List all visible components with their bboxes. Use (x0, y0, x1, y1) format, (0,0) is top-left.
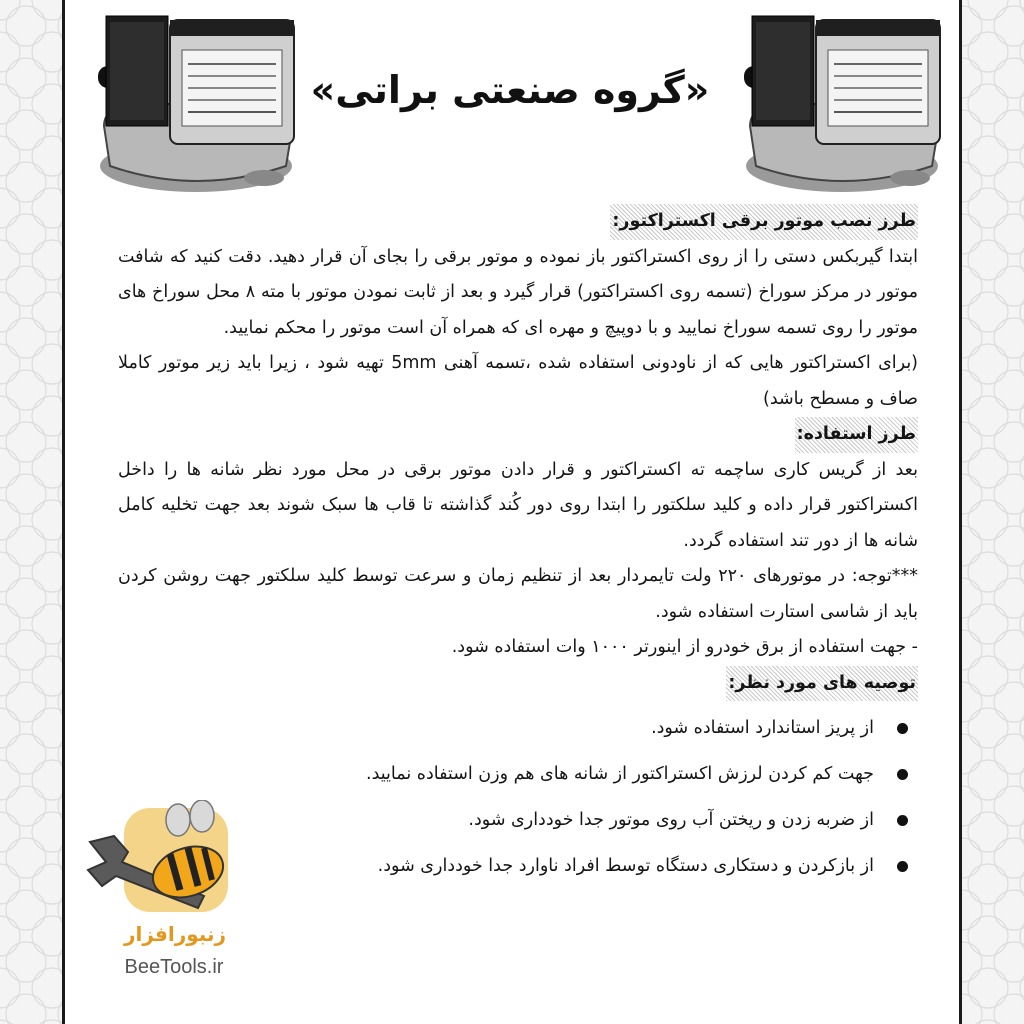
logo-subtitle: BeeTools.ir (124, 956, 224, 978)
page-title: «گروه صنعتی براتی» (310, 68, 710, 112)
install-paragraph: ابتدا گیربکس دستی را از روی اکستراکتور باز نموده و موتور برقی را بجای آن قرار دهید. دقت کنید که شافت موتور در مرکز سوراخ (تسمه روی اکستراکتور) قرار گیرد و بعد از ثابت نمودن موتور با مته ۸ محل سوراخ های موتور را روی تسمه سوراخ نمایید و با دوپیچ و مهره ای که همراه آن است موتور را محکم نمایید. (118, 246, 918, 338)
list-item: از بازکردن و دستکاری دستگاه توسط افراد ناوارد جدا خودداری شود. (118, 843, 918, 889)
usage-warning: ***توجه: در موتورهای ۲۲۰ ولت تایمردار بعد از تنظیم زمان و سرعت توسط کلید سلکتور جهت روشن کردن باید از شاسی استارت استفاده شود. (118, 566, 918, 622)
document-body (118, 204, 918, 889)
tips-heading: توصیه های مورد نظر: (726, 666, 918, 702)
bullet-icon (897, 769, 908, 780)
bullet-icon (897, 815, 908, 826)
list-item: از پریز استاندارد استفاده شود. (118, 705, 918, 751)
usage-paragraph: بعد از گریس کاری ساچمه ته اکستراکتور و قرار دادن موتور برقی در محل مورد نظر شانه ها را داخل اکستراکتور قرار داده و کلید سلکتور را ابتدا روی دور کُند گذاشته تا قاب ها سبک شوند بعد جهت تخلیه کامل شانه ها از دور تند استفاده گردد. (118, 459, 918, 551)
usage-inverter-note: - جهت استفاده از برق خودرو از اینورتر ۱۰۰۰ وات استفاده شود. (451, 637, 918, 657)
list-item: از ضربه زدن و ریختن آب روی موتور جدا خودداری شود. (118, 797, 918, 843)
motor-image-right (742, 6, 942, 196)
install-note: (برای اکستراکتور هایی که از ناودونی استفاده شده ،تسمه آهنی 5mm تهیه شود ، زیرا باید زیر موتور کاملا صاف و مسطح باشد) (118, 353, 919, 409)
logo-title: زنبورافزار (123, 922, 226, 946)
list-item: جهت کم کردن لرزش اکستراکتور از شانه های هم وزن استفاده نمایید. (118, 751, 918, 797)
bullet-icon (897, 861, 908, 872)
install-heading: طرز نصب موتور برقی اکستراکتور: (610, 204, 918, 240)
usage-heading: طرز استفاده: (795, 417, 918, 453)
bullet-icon (897, 723, 908, 734)
